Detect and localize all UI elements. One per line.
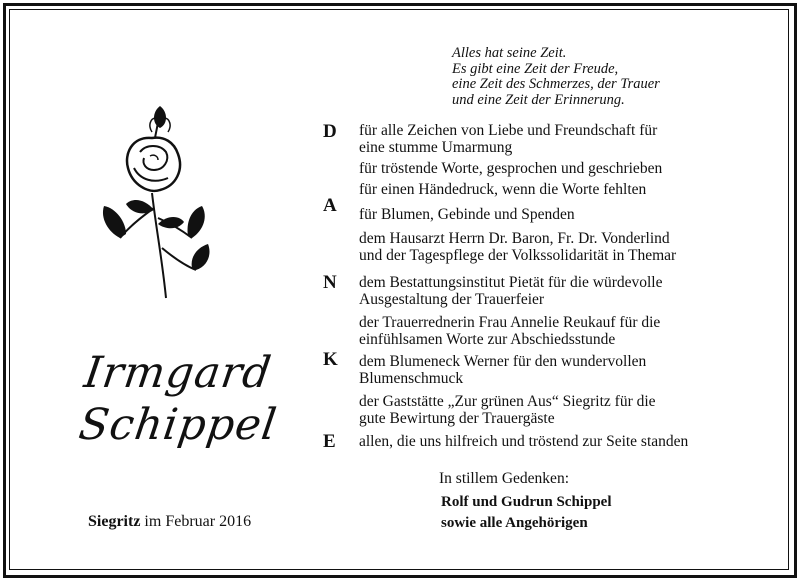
acrostic-letter: D [323,121,337,142]
poem-line: eine Zeit des Schmerzes, der Trauer [452,76,660,92]
poem-line: und eine Zeit der Erinnerung. [452,91,625,108]
thanks-line: dem Blumeneck Werner für den wundervollen [359,353,647,370]
acrostic-letter: K [323,349,338,370]
thanks-item [359,181,646,198]
acrostic-letter: N [323,272,337,293]
thanks-line: der Trauerrednerin Frau Annelie Reukauf für die [359,314,661,331]
thanks-item [359,274,663,308]
thanks-line: dem Hausarzt Herrn Dr. Baron, Fr. Dr. Vonderlind [359,230,670,247]
thanks-line: gute Bewirtung der Trauergäste [359,410,555,427]
acrostic-letter: A [323,195,337,216]
thanks-line: einfühlsamen Worte zur Abschiedsstunde [359,331,616,348]
closing-text: In stillem Gedenken: [439,470,569,487]
signatory: Rolf und Gudrun Schippel [441,494,612,510]
deceased-last-name: Schippel [75,400,281,450]
poem-line: Alles hat seine Zeit. [452,45,567,61]
thanks-line: dem Bestattungsinstitut Pietät für die würdevolle [359,274,663,291]
rose-icon [92,98,212,304]
thanks-line: eine stumme Umarmung [359,139,513,156]
acrostic-letter: E [323,431,336,452]
thanks-line: Blumenschmuck [359,370,464,387]
thanks-item [359,353,646,387]
thanks-line: für alle Zeichen von Liebe und Freundschaft für [359,122,658,139]
thanks-line: für einen Händedruck, wenn die Worte fehlten [359,181,647,198]
thanks-item [359,122,657,156]
thanks-item [359,206,575,223]
thanks-line: Ausgestaltung der Trauerfeier [359,291,545,308]
thanks-line: für Blumen, Gebinde und Spenden [359,206,575,223]
thanks-item [359,314,660,348]
poem [452,46,660,108]
signatory: sowie alle Angehörigen [441,515,588,531]
thanks-item [359,393,656,427]
thanks-item [359,230,676,264]
place-date-text: im Februar 2016 [144,513,252,530]
thanks-line: der Gaststätte „Zur grünen Aus“ Siegritz für die [359,393,656,410]
poem-line: Es gibt eine Zeit der Freude, [452,60,619,77]
thanks-line: und der Tagespflege der Volkssolidarität in Themar [359,247,677,264]
thanks-item [359,160,662,177]
place-town: Siegritz [88,513,141,530]
thanks-line: allen, die uns hilfreich und tröstend zur Seite standen [359,433,689,450]
place-date [88,513,251,531]
deceased-first-name: Irmgard [81,348,275,398]
thanks-line: für tröstende Worte, gesprochen und geschrieben [359,160,663,177]
thanks-item [359,433,688,450]
